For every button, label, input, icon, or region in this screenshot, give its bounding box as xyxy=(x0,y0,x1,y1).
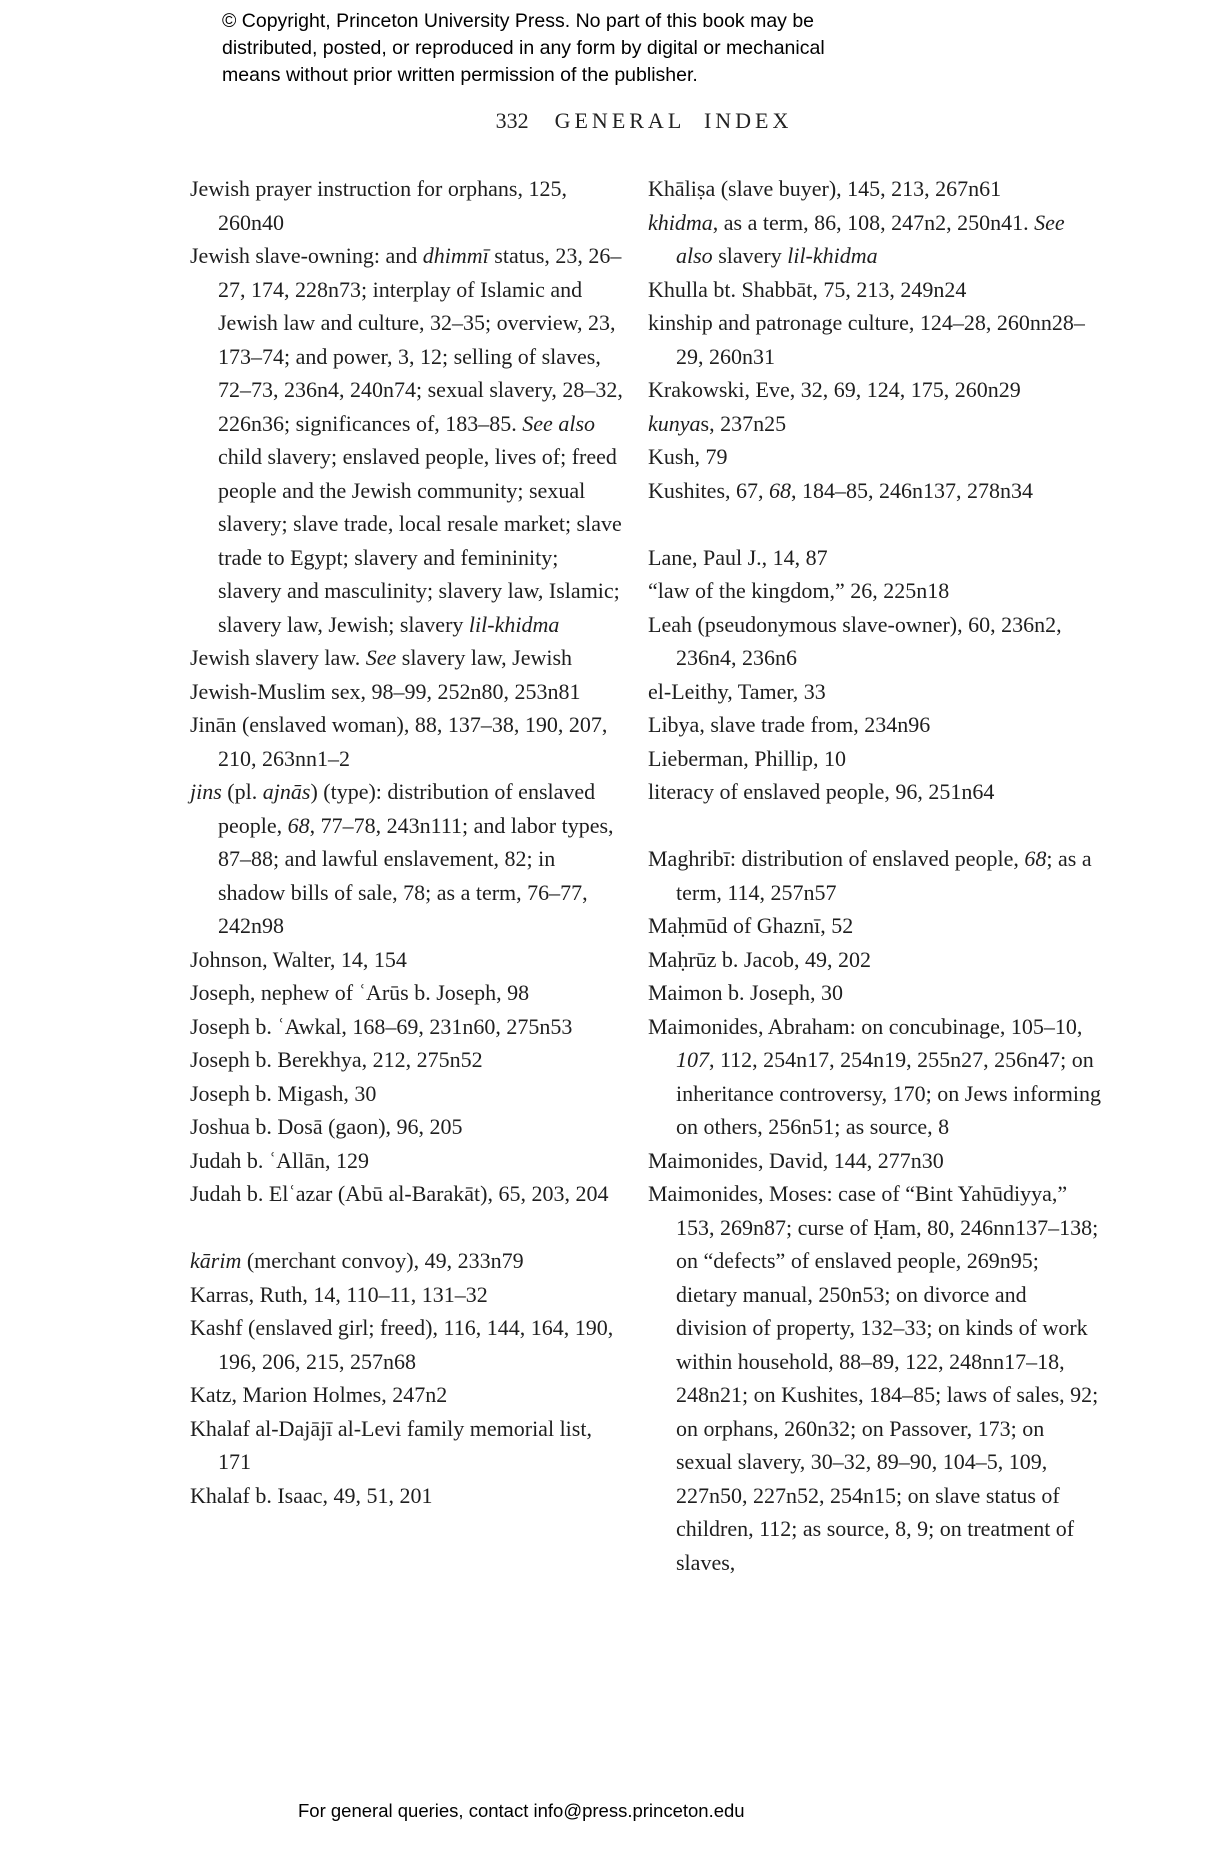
index-entry: kārim (merchant convoy), 49, 233n79 xyxy=(190,1248,524,1273)
index-right-column xyxy=(648,172,1103,1579)
index-entry: Maimonides, David, 144, 277n30 xyxy=(648,1147,944,1173)
index-entry: literacy of enslaved people, 96, 251n64 xyxy=(648,779,995,804)
index-entry: kunyas, 237n25 xyxy=(648,410,787,436)
index-entry: Kush, 79 xyxy=(648,444,728,469)
running-head-title: GENERAL INDEX xyxy=(554,108,793,133)
index-entry: Libya, slave trade from, 234n96 xyxy=(648,712,931,737)
index-entry: el-Leithy, Tamer, 33 xyxy=(648,678,826,704)
index-columns xyxy=(190,172,1103,1579)
index-entry: Khulla bt. Shabbāt, 75, 213, 249n24 xyxy=(648,276,967,302)
index-entry: “law of the kingdom,” 26, 225n18 xyxy=(648,578,950,603)
index-entry: Katz, Marion Holmes, 247n2 xyxy=(190,1382,448,1407)
index-entry: Jewish slave-owning: and dhimmī status, 23, 26–27, 174, 228n73; interplay of Islamic and Jewish law and culture, 32–35; overview, 23, 173–74; and power, 3, 12; selling of slaves, 72–73, 236n4, 240n74; sexual slavery, 28–32, 226n36; significances of, 183–85. See also child slavery; enslaved people, lives of; freed people and the Jewish community; sexual slavery; slave trade, local resale market; slave trade to Egypt; slavery and femininity; slavery and masculinity; slavery law, Islamic; slavery law, Jewish; slavery lil-khidma xyxy=(190,243,623,637)
index-group xyxy=(190,1244,623,1512)
copyright-line-2: distributed, posted, or reproduced in any form by digital or mechanical xyxy=(222,37,825,59)
index-entry: Joshua b. Dosā (gaon), 96, 205 xyxy=(190,1114,463,1139)
index-entry: Judah b. Elʿazar (Abū al-Barakāt), 65, 203, 204 xyxy=(190,1181,609,1206)
index-entry: Jewish slavery law. See slavery law, Jewish xyxy=(190,645,573,670)
index-entry: Maimonides, Abraham: on concubinage, 105–10, 107, 112, 254n17, 254n19, 255n27, 256n47; on inheritance controversy, 170; on Jews informing on others, 256n51; as source, 8 xyxy=(648,1013,1102,1139)
index-entry: Jinān (enslaved woman), 88, 137–38, 190, 207, 210, 263nn1–2 xyxy=(190,712,608,771)
copyright-line-3: means without prior written permission of the publisher. xyxy=(222,64,698,86)
index-entry: kinship and patronage culture, 124–28, 260nn28–29, 260n31 xyxy=(648,310,1085,369)
copyright-line-1: © Copyright, Princeton University Press. No part of this book may be xyxy=(222,10,815,32)
index-entry: Lane, Paul J., 14, 87 xyxy=(648,544,828,570)
index-group xyxy=(648,541,1103,809)
index-entry: Joseph b. Migash, 30 xyxy=(190,1080,377,1106)
index-entry: Maimon b. Joseph, 30 xyxy=(648,980,843,1005)
index-entry: Kushites, 67, 68, 184–85, 246n137, 278n34 xyxy=(648,477,1033,503)
index-entry: Joseph b. Berekhya, 212, 275n52 xyxy=(190,1047,483,1072)
index-entry: Karras, Ruth, 14, 110–11, 131–32 xyxy=(190,1281,488,1307)
index-entry: jins (pl. ajnās) (type): distribution of enslaved people, 68, 77–78, 243n111; and labor types, 87–88; and lawful enslavement, 82; in shadow bills of sale, 78; as a term, 76–77, 242n98 xyxy=(190,779,614,938)
index-left-column xyxy=(190,172,623,1579)
index-group xyxy=(648,172,1103,507)
index-entry: Joseph, nephew of ʿArūs b. Joseph, 98 xyxy=(190,980,530,1005)
index-entry: Maḥmūd of Ghaznī, 52 xyxy=(648,913,854,938)
copyright-notice xyxy=(222,8,825,89)
page-number: 332 xyxy=(495,108,529,133)
index-group xyxy=(648,842,1103,1579)
index-entry: Khalaf b. Isaac, 49, 51, 201 xyxy=(190,1482,433,1508)
page-header xyxy=(190,108,1098,134)
footer-contact: For general queries, contact info@press.princeton.edu xyxy=(298,1800,745,1821)
index-entry: Lieberman, Phillip, 10 xyxy=(648,745,846,771)
index-entry: Joseph b. ʿAwkal, 168–69, 231n60, 275n53 xyxy=(190,1013,573,1039)
index-entry: Maimonides, Moses: case of “Bint Yahūdiyya,” 153, 269n87; curse of Ḥam, 80, 246nn137–138; on “defects” of enslaved people, 269n95; dietary manual, 250n53; on divorce and division of property, 132–33; on kinds of work within household, 88–89, 122, 248nn17–18, 248n21; on Kushites, 184–85; laws of sales, 92; on orphans, 260n32; on Passover, 173; on sexual slavery, 30–32, 89–90, 104–5, 109, 227n50, 227n52, 254n15; on slave status of children, 112; as source, 8, 9; on treatment of slaves, xyxy=(648,1181,1099,1575)
index-entry: Jewish prayer instruction for orphans, 125, 260n40 xyxy=(190,176,567,235)
index-entry: Krakowski, Eve, 32, 69, 124, 175, 260n29 xyxy=(648,377,1021,402)
index-entry: Johnson, Walter, 14, 154 xyxy=(190,946,407,972)
index-entry: Judah b. ʿAllān, 129 xyxy=(190,1147,370,1173)
index-entry: Maghribī: distribution of enslaved people, 68; as a term, 114, 257n57 xyxy=(648,846,1092,905)
index-entry: Maḥrūz b. Jacob, 49, 202 xyxy=(648,946,872,972)
index-entry: khidma, as a term, 86, 108, 247n2, 250n41. See also slavery lil-khidma xyxy=(648,209,1065,268)
index-entry: Leah (pseudonymous slave-owner), 60, 236n2, 236n4, 236n6 xyxy=(648,611,1062,670)
index-group xyxy=(190,172,623,1211)
index-entry: Khalaf al-Dajājī al-Levi family memorial list, 171 xyxy=(190,1415,592,1474)
index-entry: Khāliṣa (slave buyer), 145, 213, 267n61 xyxy=(648,176,1002,201)
index-entry: Kashf (enslaved girl; freed), 116, 144, 164, 190, 196, 206, 215, 257n68 xyxy=(190,1315,614,1374)
index-entry: Jewish-Muslim sex, 98–99, 252n80, 253n81 xyxy=(190,678,581,704)
